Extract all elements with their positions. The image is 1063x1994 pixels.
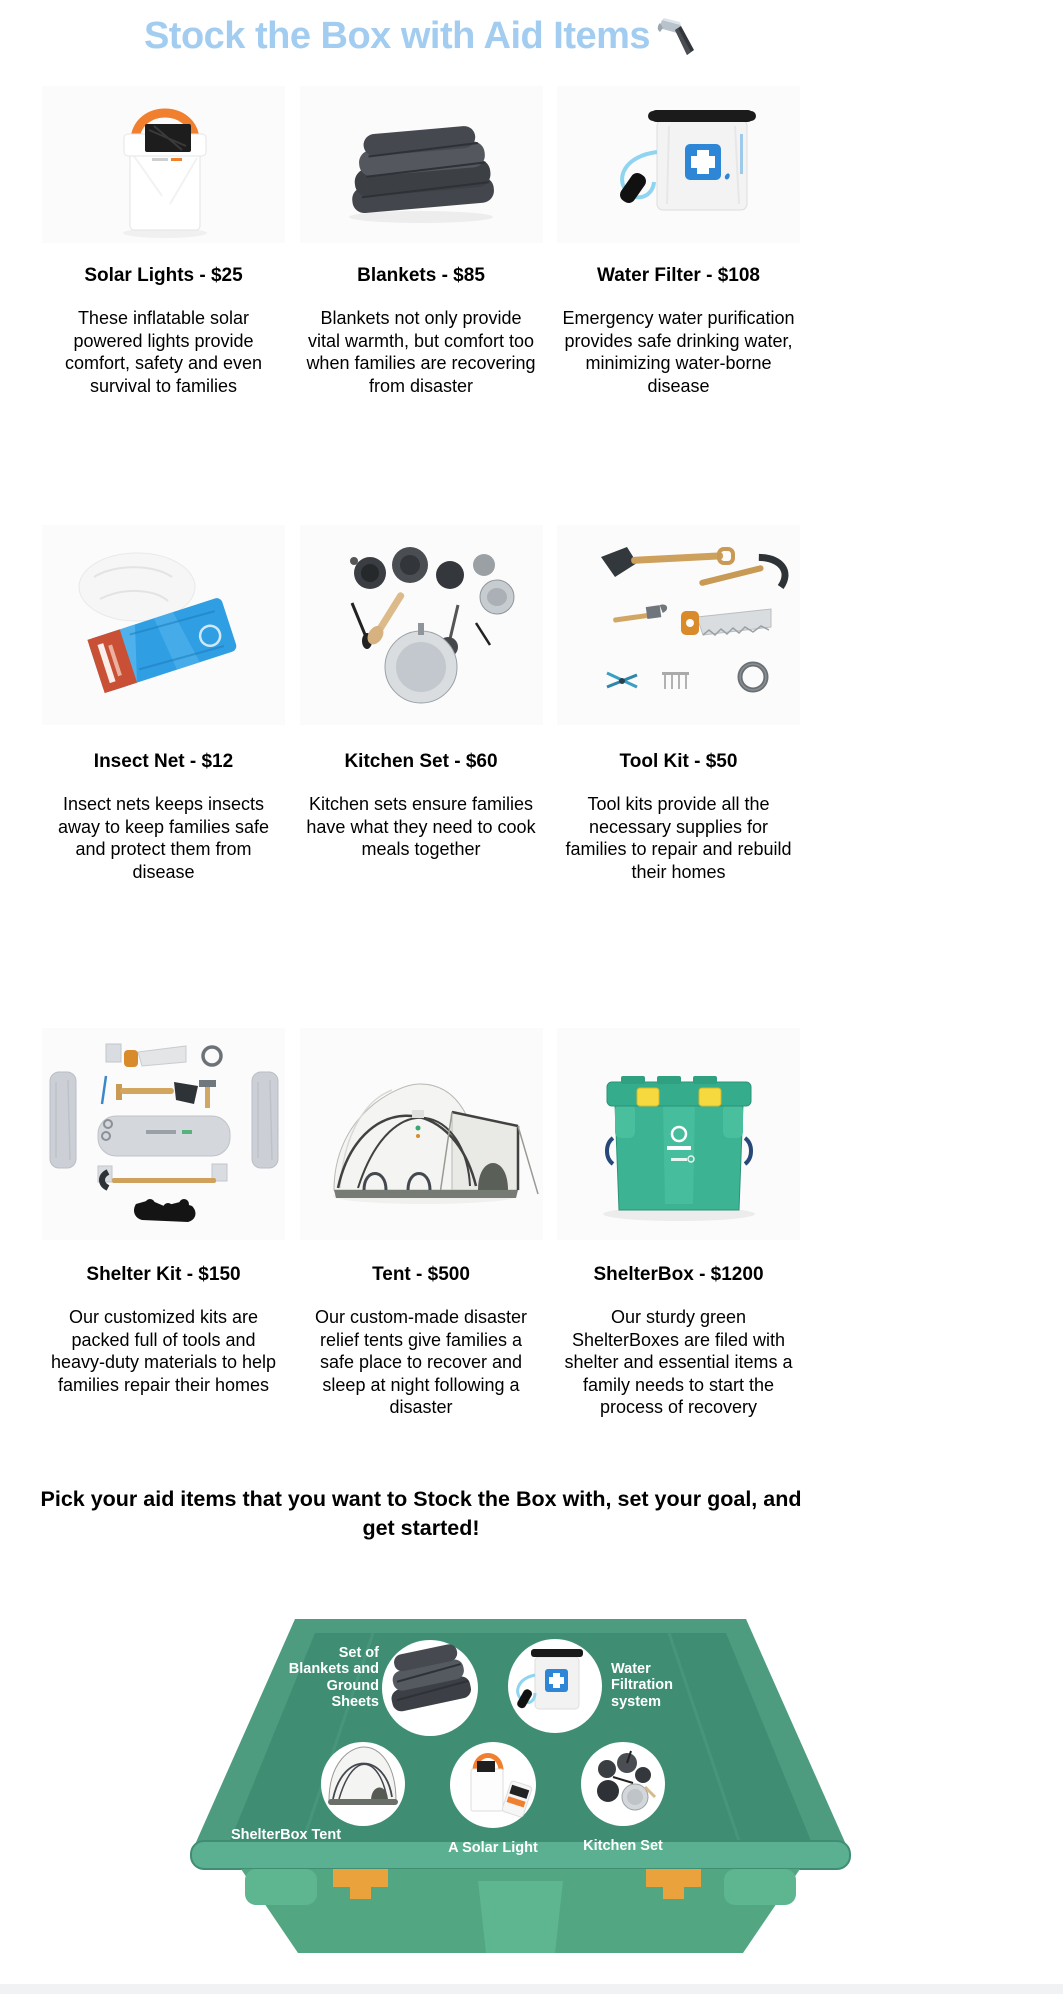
item-title: ShelterBox - $1200 bbox=[593, 1264, 764, 1285]
bottom-edge-strip bbox=[0, 1984, 1063, 1994]
label-blankets-ground-sheets: Set of Blankets and Ground Sheets bbox=[288, 1644, 379, 1710]
aid-item-card bbox=[557, 1028, 800, 1419]
item-title: Insect Net - $12 bbox=[93, 751, 234, 772]
page-title bbox=[0, 14, 842, 58]
item-title: Kitchen Set - $60 bbox=[344, 751, 498, 772]
aid-item-card bbox=[557, 86, 800, 397]
item-description: Tool kits provide all the necessary supplies for families to repair and rebuild their homes bbox=[565, 794, 792, 882]
label-water-filtration-system: Water Filtration system bbox=[611, 1660, 674, 1710]
aid-item-card bbox=[300, 86, 543, 397]
label-a-solar-light: A Solar Light bbox=[448, 1839, 538, 1856]
item-description: These inflatable solar powered lights provide comfort, safety and even survival to families bbox=[64, 308, 263, 396]
open-shelterbox-illustration bbox=[183, 1591, 858, 1959]
item-title: Blankets - $85 bbox=[357, 265, 485, 286]
item-description: Our custom-made disaster relief tents give families a safe place to recover and sleep at night following a disaster bbox=[314, 1307, 528, 1417]
hammer-icon bbox=[654, 14, 698, 58]
page-title-text: Stock the Box with Aid Items bbox=[143, 14, 651, 57]
item-description: Blankets not only provide vital warmth, but comfort too when families are recovering from disaster bbox=[306, 308, 536, 396]
aid-item-card bbox=[300, 1028, 543, 1419]
insect-net-photo bbox=[42, 525, 285, 725]
shelter-kit-photo bbox=[42, 1028, 285, 1240]
aid-items-row-1 bbox=[42, 86, 842, 397]
label-shelterbox-tent: ShelterBox Tent bbox=[230, 1826, 342, 1843]
label-kitchen-set: Kitchen Set bbox=[583, 1837, 663, 1854]
aid-item-card bbox=[300, 525, 543, 883]
item-title: Tent - $500 bbox=[372, 1264, 470, 1285]
blankets-photo bbox=[300, 86, 543, 243]
item-title: Solar Lights - $25 bbox=[84, 265, 243, 286]
item-description: Our sturdy green ShelterBoxes are filed with shelter and essential items a family needs to start the process of recovery bbox=[564, 1307, 793, 1417]
tool-kit-photo bbox=[557, 525, 800, 725]
aid-item-card bbox=[557, 525, 800, 883]
aid-item-card bbox=[42, 525, 285, 883]
item-title: Water Filter - $108 bbox=[597, 265, 760, 286]
item-description: Insect nets keeps insects away to keep families safe and protect them from disease bbox=[57, 794, 270, 882]
shelterbox-photo bbox=[557, 1028, 800, 1240]
aid-items-row-2 bbox=[42, 525, 842, 883]
aid-item-card bbox=[42, 86, 285, 397]
aid-items-row-3 bbox=[42, 1028, 842, 1419]
aid-item-card bbox=[42, 1028, 285, 1419]
item-description: Kitchen sets ensure families have what they need to cook meals together bbox=[306, 794, 536, 859]
tent-photo bbox=[300, 1028, 543, 1240]
item-description: Our customized kits are packed full of tools and heavy-duty materials to help families repair their homes bbox=[50, 1307, 277, 1395]
item-title: Shelter Kit - $150 bbox=[86, 1264, 241, 1285]
cta-text: Pick your aid items that you want to Stock the Box with, set your goal, and get started! bbox=[40, 1486, 802, 1540]
kitchen-set-photo bbox=[300, 525, 543, 725]
item-description: Emergency water purification provides safe drinking water, minimizing water-borne disease bbox=[562, 308, 795, 396]
item-title: Tool Kit - $50 bbox=[619, 751, 738, 772]
page-content bbox=[0, 14, 842, 1543]
water-filter-photo bbox=[557, 86, 800, 243]
solar-lights-photo bbox=[42, 86, 285, 243]
